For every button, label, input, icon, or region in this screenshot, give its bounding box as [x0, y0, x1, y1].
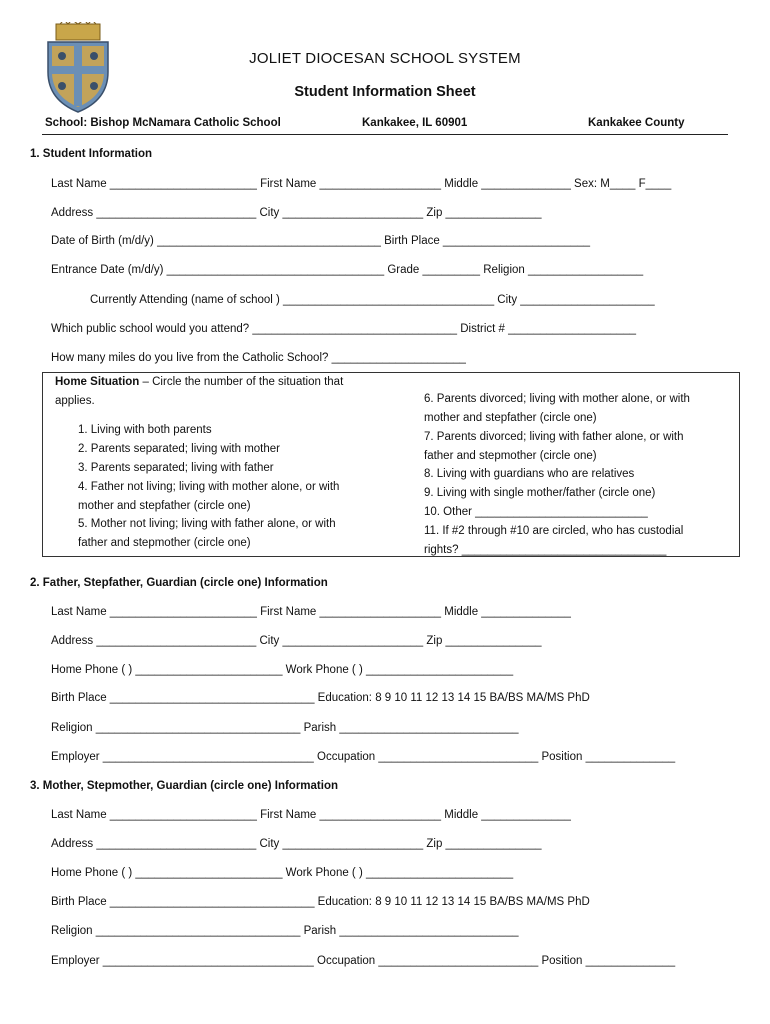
situation-item-7-cont: father and stepmother (circle one) — [424, 450, 597, 462]
school-county: Kankakee County — [588, 117, 685, 129]
situation-item-3[interactable]: 3. Parents separated; living with father — [78, 462, 274, 474]
home-situation-title: Home Situation — [55, 376, 140, 388]
section-2-heading: 2. Father, Stepfather, Guardian (circle one) Information — [30, 577, 328, 589]
page-title: Student Information Sheet — [294, 84, 476, 100]
mother-phone-line[interactable]: Home Phone ( ) _______________________ Work Phone ( ) _______________________ — [51, 867, 514, 879]
situation-item-1[interactable]: 1. Living with both parents — [78, 424, 212, 436]
public-school-line[interactable]: Which public school would you attend? ________________________________ District # ____________________ — [51, 323, 637, 335]
mother-address-line[interactable]: Address _________________________ City ______________________ Zip _______________ — [51, 838, 542, 850]
student-entrance-line[interactable]: Entrance Date (m/d/y) __________________________________ Grade _________ Religion __________________ — [51, 264, 644, 276]
mother-religion-line[interactable]: Religion ________________________________ Parish ____________________________ — [51, 925, 519, 937]
org-name: JOLIET DIOCESAN SCHOOL SYSTEM — [249, 50, 521, 67]
home-situation-intro-line2: applies. — [55, 395, 95, 407]
student-address-line[interactable]: Address _________________________ City ______________________ Zip _______________ — [51, 207, 542, 219]
father-birth-education-line[interactable]: Birth Place ________________________________ Education: 8 9 10 11 12 13 14 15 BA/BS MA/MS PhD — [51, 692, 590, 704]
current-school-line[interactable]: Currently Attending (name of school ) _________________________________ City _____________________ — [90, 294, 655, 306]
situation-item-6[interactable]: 6. Parents divorced; living with mother alone, or with — [424, 393, 690, 405]
mother-employer-line[interactable]: Employer _________________________________ Occupation _________________________ Position ______________ — [51, 955, 676, 967]
header-divider — [42, 134, 728, 135]
situation-item-11[interactable]: 11. If #2 through #10 are circled, who has custodial — [424, 525, 684, 537]
situation-item-9[interactable]: 9. Living with single mother/father (circle one) — [424, 487, 656, 499]
situation-item-10[interactable]: 10. Other ___________________________ — [424, 506, 648, 518]
miles-line[interactable]: How many miles do you live from the Catholic School? _____________________ — [51, 352, 466, 364]
father-address-line[interactable]: Address _________________________ City ______________________ Zip _______________ — [51, 635, 542, 647]
situation-item-5[interactable]: 5. Mother not living; living with father alone, or with — [78, 518, 336, 530]
situation-item-7[interactable]: 7. Parents divorced; living with father alone, or with — [424, 431, 684, 443]
mother-name-line[interactable]: Last Name _______________________ First Name ___________________ Middle ______________ — [51, 809, 571, 821]
student-birth-line[interactable]: Date of Birth (m/d/y) ___________________________________ Birth Place _______________________ — [51, 235, 591, 247]
situation-item-5-cont: father and stepmother (circle one) — [78, 537, 251, 549]
mother-birth-education-line[interactable]: Birth Place ________________________________ Education: 8 9 10 11 12 13 14 15 BA/BS MA/MS PhD — [51, 896, 590, 908]
section-3-heading: 3. Mother, Stepmother, Guardian (circle one) Information — [30, 780, 338, 792]
father-religion-line[interactable]: Religion ________________________________ Parish ____________________________ — [51, 722, 519, 734]
school-city: Kankakee, IL 60901 — [362, 117, 468, 129]
school-name: School: Bishop McNamara Catholic School — [45, 117, 281, 129]
diocese-crest-logo — [42, 22, 114, 114]
student-name-line[interactable]: Last Name _______________________ First Name ___________________ Middle ______________ Sex: M____ F____ — [51, 178, 672, 190]
father-phone-line[interactable]: Home Phone ( ) _______________________ Work Phone ( ) _______________________ — [51, 664, 514, 676]
situation-item-4[interactable]: 4. Father not living; living with mother alone, or with — [78, 481, 340, 493]
home-situation-intro-text: – Circle the number of the situation that — [139, 376, 344, 388]
father-name-line[interactable]: Last Name _______________________ First Name ___________________ Middle ______________ — [51, 606, 571, 618]
home-situation-intro — [55, 376, 343, 388]
situation-item-6-cont: mother and stepfather (circle one) — [424, 412, 597, 424]
situation-item-11-cont[interactable]: rights? ________________________________ — [424, 544, 667, 556]
section-1-heading: 1. Student Information — [30, 148, 153, 160]
situation-item-4-cont: mother and stepfather (circle one) — [78, 500, 251, 512]
situation-item-8[interactable]: 8. Living with guardians who are relatives — [424, 468, 635, 480]
father-employer-line[interactable]: Employer _________________________________ Occupation _________________________ Position ______________ — [51, 751, 676, 763]
situation-item-2[interactable]: 2. Parents separated; living with mother — [78, 443, 280, 455]
